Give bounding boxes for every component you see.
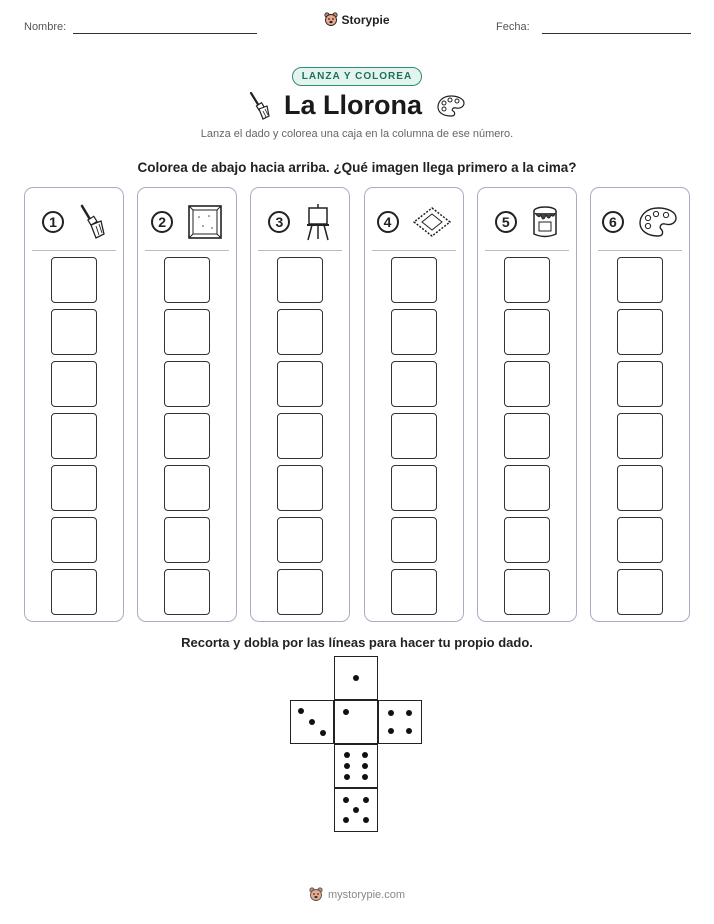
color-box[interactable] <box>51 257 97 303</box>
color-box[interactable] <box>391 413 437 459</box>
color-box[interactable] <box>504 309 550 355</box>
column-number: 4 <box>377 211 399 233</box>
box-stack <box>277 257 323 621</box>
color-box[interactable] <box>617 413 663 459</box>
color-box[interactable] <box>51 517 97 563</box>
palette-icon <box>638 206 678 238</box>
box-stack <box>391 257 437 621</box>
box-stack <box>617 257 663 621</box>
color-box[interactable] <box>164 465 210 511</box>
bear-icon <box>324 12 338 28</box>
column-number: 1 <box>42 211 64 233</box>
color-box[interactable] <box>51 465 97 511</box>
color-box[interactable] <box>617 361 663 407</box>
color-box[interactable] <box>617 569 663 615</box>
color-box[interactable] <box>391 309 437 355</box>
bear-icon <box>309 887 323 903</box>
color-box[interactable] <box>164 517 210 563</box>
subtitle: Lanza el dado y colorea una caja en la columna de ese número. <box>200 128 514 140</box>
color-box[interactable] <box>277 569 323 615</box>
color-box[interactable] <box>617 517 663 563</box>
color-box[interactable] <box>617 309 663 355</box>
color-box[interactable] <box>164 413 210 459</box>
color-box[interactable] <box>51 413 97 459</box>
color-box[interactable] <box>51 309 97 355</box>
color-box[interactable] <box>51 361 97 407</box>
color-box[interactable] <box>391 569 437 615</box>
column-3 <box>250 187 350 622</box>
color-box[interactable] <box>504 361 550 407</box>
column-4 <box>364 187 464 622</box>
column-1 <box>24 187 124 622</box>
color-box[interactable] <box>617 257 663 303</box>
dice-face-1 <box>334 656 378 700</box>
color-box[interactable] <box>391 361 437 407</box>
column-6 <box>590 187 690 622</box>
date-field-line[interactable] <box>542 33 691 34</box>
color-box[interactable] <box>504 257 550 303</box>
easel-icon <box>304 203 332 241</box>
color-box[interactable] <box>391 257 437 303</box>
date-label: Fecha: <box>496 21 530 33</box>
paint-can-icon <box>531 205 559 239</box>
column-number: 5 <box>495 211 517 233</box>
name-field-line[interactable] <box>73 33 257 34</box>
color-box[interactable] <box>51 569 97 615</box>
color-box[interactable] <box>277 465 323 511</box>
brand-logo: Storypie <box>0 12 714 33</box>
color-box[interactable] <box>164 569 210 615</box>
footer <box>0 887 714 908</box>
canvas-frame-icon <box>187 204 223 240</box>
race-columns <box>24 187 690 624</box>
dice-instruction: Recorta y dobla por las líneas para hacer tu propio dado. <box>181 635 533 650</box>
paintbrush-icon <box>78 204 106 240</box>
footer-url[interactable]: mystorypie.com <box>327 889 406 901</box>
color-box[interactable] <box>391 517 437 563</box>
dice-face-3 <box>290 700 334 744</box>
color-box[interactable] <box>277 361 323 407</box>
coloring-instruction: Colorea de abajo hacia arriba. ¿Qué imagen llega primero a la cima? <box>137 160 577 175</box>
activity-badge: LANZA Y COLOREA <box>292 67 422 86</box>
palette-icon <box>436 94 466 118</box>
column-number: 2 <box>151 211 173 233</box>
dice-face-5 <box>334 788 378 832</box>
dice-face-4 <box>378 700 422 744</box>
color-box[interactable] <box>277 257 323 303</box>
color-box[interactable] <box>504 413 550 459</box>
color-box[interactable] <box>277 309 323 355</box>
color-box[interactable] <box>504 465 550 511</box>
dice-face-6 <box>334 744 378 788</box>
color-box[interactable] <box>164 361 210 407</box>
color-box[interactable] <box>504 517 550 563</box>
color-box[interactable] <box>504 569 550 615</box>
box-stack <box>51 257 97 621</box>
paintbrush-icon <box>248 91 270 121</box>
color-box[interactable] <box>164 257 210 303</box>
column-number: 6 <box>602 211 624 233</box>
box-stack <box>164 257 210 621</box>
page-title: La Llorona <box>283 90 422 120</box>
dice-face-1 <box>334 700 378 744</box>
stamp-icon <box>413 207 451 237</box>
color-box[interactable] <box>391 465 437 511</box>
column-number: 3 <box>268 211 290 233</box>
name-label: Nombre: <box>24 21 67 33</box>
color-box[interactable] <box>164 309 210 355</box>
dice-net <box>290 656 426 836</box>
color-box[interactable] <box>277 517 323 563</box>
box-stack <box>504 257 550 621</box>
column-2 <box>137 187 237 622</box>
column-5 <box>477 187 577 622</box>
color-box[interactable] <box>277 413 323 459</box>
color-box[interactable] <box>617 465 663 511</box>
